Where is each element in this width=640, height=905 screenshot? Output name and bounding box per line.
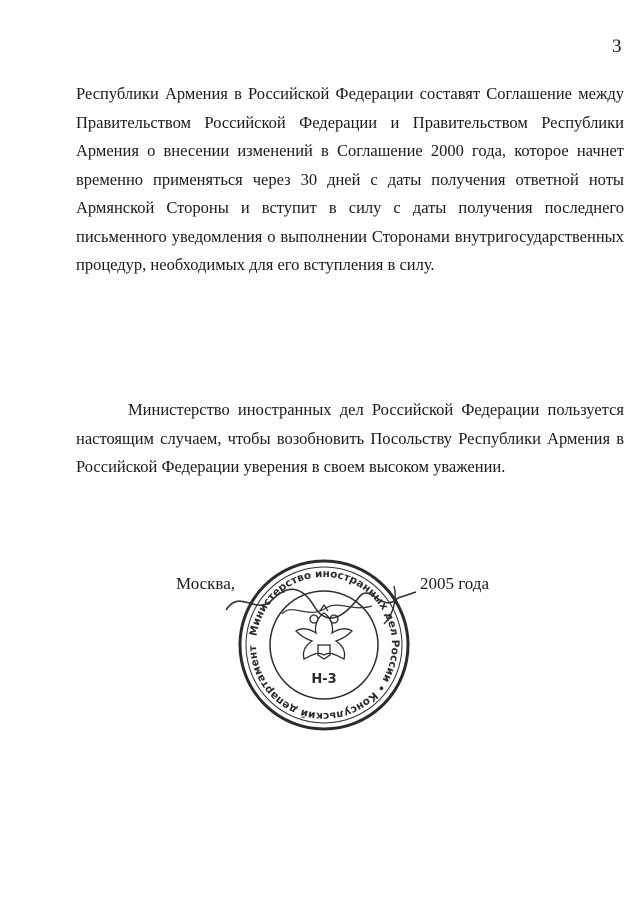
date-city: Москва, <box>176 574 236 593</box>
page-number: 3 <box>612 36 622 57</box>
body-paragraph-2: Министерство иностранных дел Российской Федерации пользуется настоящим случаем, чтобы возобновить Посольству Республики Армения в Российской Федерации уверения в своем высоком уважении. <box>76 400 624 476</box>
body-paragraph-1: Республики Армения в Российской Федерации составят Соглашение между Правительством Российской Федерации и Правительством Республики Армения о внесении изменений в Соглашение 2000 года, которое начнет временно применяться через 30 дней с даты получения ответной ноты Армянской Стороны и вступит в силу с даты получения последнего письменного уведомления о выполнении Сторонами внутригосударственных процедур, необходимых для его вступления в силу. <box>76 84 624 274</box>
stamp-code: Н-3 <box>311 672 337 687</box>
official-stamp <box>234 555 414 735</box>
date-year: 2005 года <box>420 574 490 593</box>
stamp-text: Министерство иностранных дел России • Консульский департамент <box>246 567 402 723</box>
eagle-emblem-icon <box>296 605 352 659</box>
